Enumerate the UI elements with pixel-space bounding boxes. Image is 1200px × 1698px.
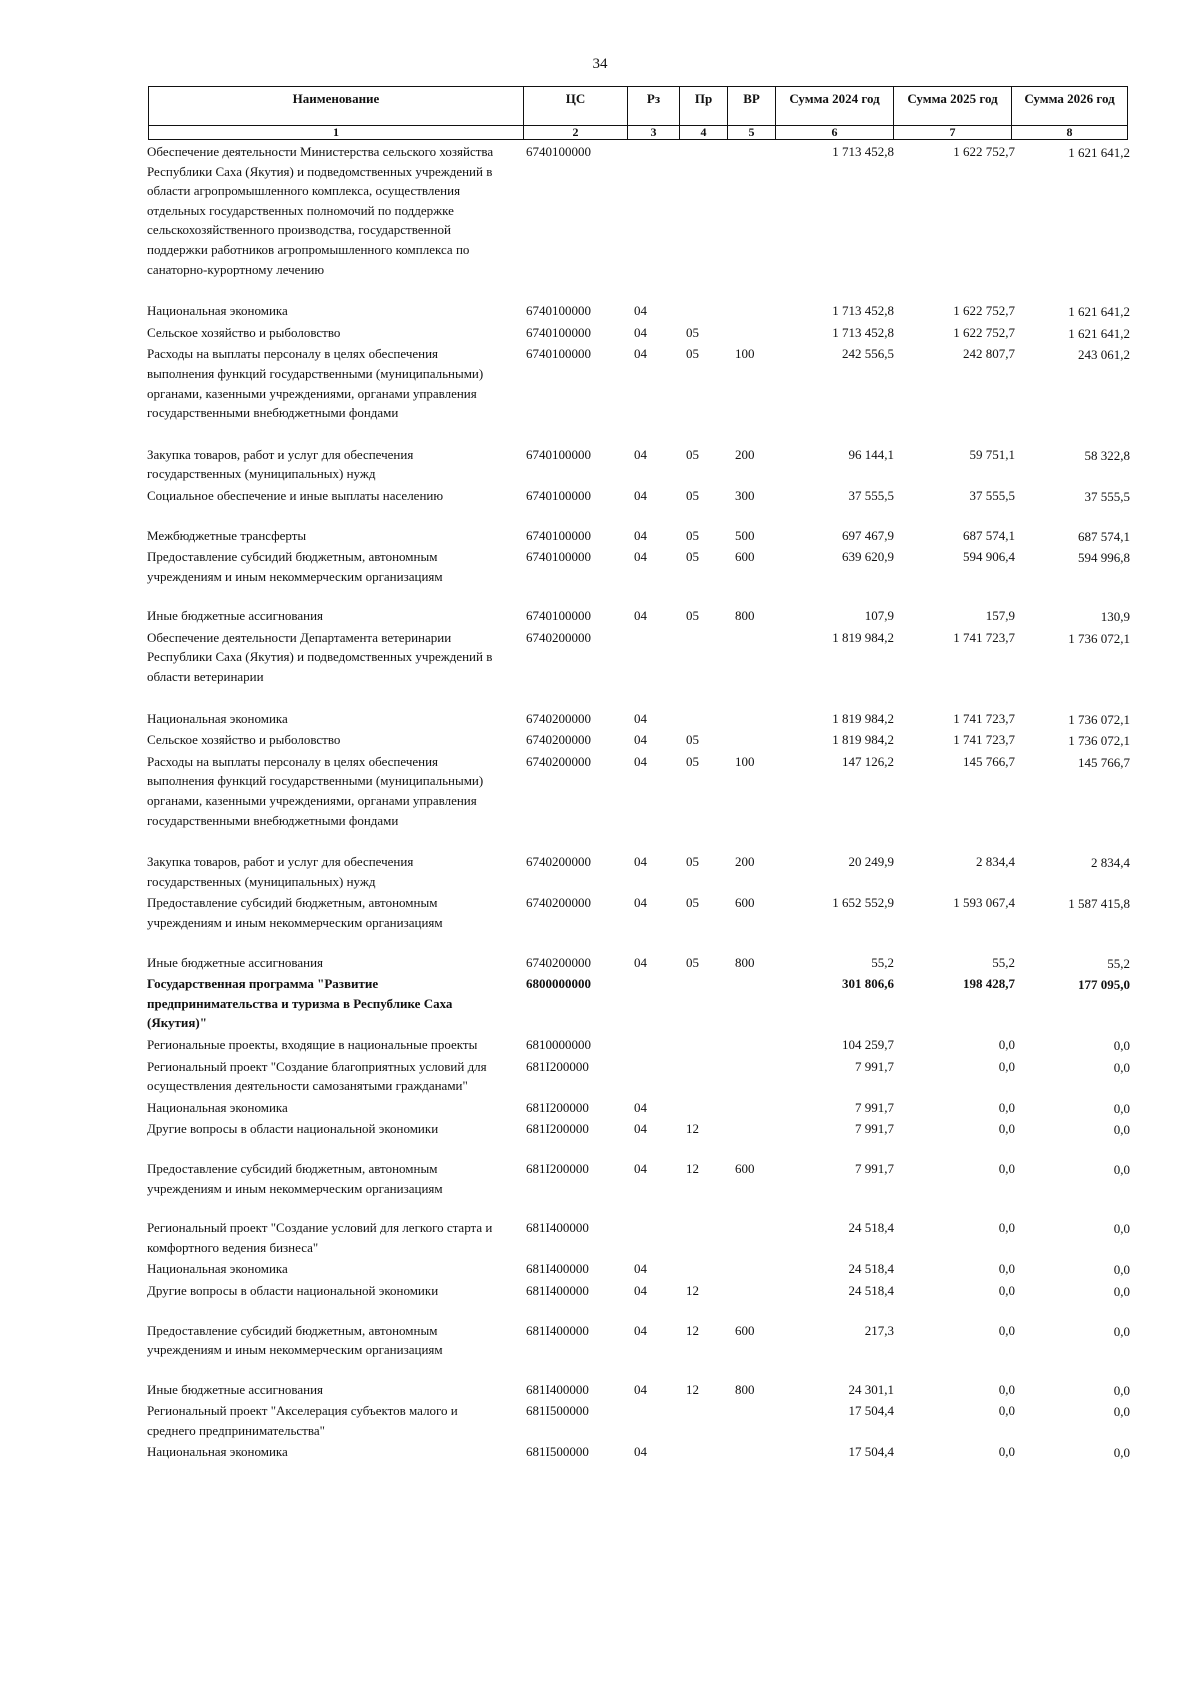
row-sum-2026: 0,0	[1113, 1037, 1130, 1053]
row-cs-code: 681I400000	[526, 1381, 589, 1397]
table-row	[0, 301, 1200, 321]
row-vr-code: 100	[735, 346, 755, 362]
row-rz-code: 04	[634, 732, 647, 748]
row-rz-code: 04	[634, 346, 647, 362]
table-row	[0, 344, 1200, 422]
row-name: Иные бюджетные ассигнования	[147, 608, 324, 624]
header-number: 1	[149, 126, 524, 140]
page-number: 34	[592, 56, 608, 72]
row-sum-2026: 1 736 072,1	[1068, 733, 1130, 749]
table-row	[0, 445, 1200, 484]
table-header	[148, 86, 1128, 140]
row-sum-2025: 1 622 752,7	[953, 303, 1015, 319]
row-pr-code: 05	[686, 487, 699, 503]
row-name: Предоставление субсидий бюджетным, автономным учреждениям и иным некоммерческим организациям	[147, 549, 443, 584]
row-sum-2025: 0,0	[998, 1058, 1015, 1074]
row-vr-code: 300	[735, 487, 755, 503]
row-sum-2025: 0,0	[998, 1099, 1015, 1115]
row-rz-code: 04	[634, 446, 647, 462]
row-sum-2024: 20 249,9	[848, 854, 894, 870]
row-sum-2026: 1 621 641,2	[1068, 145, 1130, 160]
row-sum-2026: 243 061,2	[1078, 347, 1130, 363]
row-cs-code: 6740200000	[526, 629, 591, 645]
row-pr-code: 12	[686, 1160, 699, 1176]
row-sum-2025: 0,0	[998, 1322, 1015, 1338]
row-name: Предоставление субсидий бюджетным, автономным учреждениям и иным некоммерческим организациям	[147, 1322, 443, 1358]
row-cs-code: 681I200000	[526, 1121, 589, 1137]
row-cs-code: 681I400000	[526, 1220, 589, 1236]
row-sum-2026: 1 587 415,8	[1068, 896, 1130, 912]
row-sum-2025: 0,0	[998, 1121, 1015, 1137]
row-name: Расходы на выплаты персоналу в целях обеспечения выполнения функций государственными (муниципальными) органами, казенными учреждениями, органами управления государственными внебюджетными фондами	[147, 346, 484, 421]
table-row	[0, 1380, 1200, 1400]
table-row	[0, 323, 1200, 343]
row-sum-2025: 1 622 752,7	[953, 324, 1015, 340]
table-row	[0, 628, 1200, 687]
table-row	[0, 852, 1200, 891]
row-name: Национальная экономика	[147, 710, 288, 726]
row-name: Государственная программа "Развитие предпринимательства и туризма в Республике Саха (Якутия)"	[147, 976, 453, 1031]
row-rz-code: 04	[634, 549, 647, 565]
table-row	[0, 486, 1200, 506]
row-name: Региональный проект "Акселерация субъектов малого и среднего предпринимательства"	[147, 1403, 458, 1438]
table-row	[0, 974, 1200, 1033]
row-pr-code: 05	[686, 324, 699, 340]
row-cs-code: 681I200000	[526, 1099, 589, 1115]
table-row	[0, 953, 1200, 973]
row-cs-code: 6740100000	[526, 446, 591, 462]
table-row	[0, 1119, 1200, 1139]
row-sum-2024: 1 713 452,8	[832, 324, 894, 340]
row-sum-2024: 1 713 452,8	[832, 144, 894, 159]
row-sum-2024: 7 991,7	[855, 1058, 894, 1074]
row-sum-2025: 198 428,7	[963, 976, 1015, 992]
row-sum-2026: 1 736 072,1	[1068, 630, 1130, 646]
header-cs: ЦС	[524, 87, 628, 126]
row-name: Национальная экономика	[147, 1261, 288, 1277]
row-sum-2025: 0,0	[998, 1036, 1015, 1052]
row-pr-code: 05	[686, 346, 699, 362]
header-sum-2025: Сумма 2025 год	[894, 87, 1012, 126]
row-sum-2025: 157,9	[985, 608, 1015, 624]
row-sum-2024: 1 713 452,8	[832, 303, 894, 319]
table-row	[0, 1057, 1200, 1096]
row-rz-code: 04	[634, 1261, 647, 1277]
row-sum-2025: 59 751,1	[969, 446, 1015, 462]
row-cs-code: 6740100000	[526, 549, 591, 565]
row-sum-2025: 0,0	[998, 1220, 1015, 1236]
row-sum-2026: 594 996,8	[1078, 550, 1130, 566]
row-sum-2024: 1 819 984,2	[832, 732, 894, 748]
row-pr-code: 12	[686, 1322, 699, 1338]
row-sum-2024: 17 504,4	[848, 1444, 894, 1460]
table-row	[0, 1218, 1200, 1257]
row-name: Предоставление субсидий бюджетным, автономным учреждениям и иным некоммерческим организациям	[147, 1160, 443, 1196]
table-row	[0, 1442, 1200, 1462]
header-vr: ВР	[728, 87, 776, 126]
row-vr-code: 800	[735, 1381, 755, 1397]
row-sum-2024: 147 126,2	[842, 753, 894, 769]
row-sum-2025: 0,0	[998, 1160, 1015, 1176]
table-row	[0, 752, 1200, 830]
row-rz-code: 04	[634, 1099, 647, 1115]
row-sum-2024: 107,9	[864, 608, 894, 624]
row-sum-2026: 130,9	[1100, 609, 1130, 625]
table-row	[0, 547, 1200, 586]
row-cs-code: 6740200000	[526, 854, 591, 870]
row-cs-code: 6740100000	[526, 346, 591, 362]
row-cs-code: 681I400000	[526, 1282, 589, 1298]
row-rz-code: 04	[634, 1121, 647, 1137]
row-sum-2025: 145 766,7	[963, 753, 1015, 769]
row-name: Иные бюджетные ассигнования	[147, 954, 324, 970]
row-sum-2025: 0,0	[998, 1261, 1015, 1277]
row-vr-code: 100	[735, 753, 755, 769]
row-cs-code: 681I200000	[526, 1160, 589, 1176]
row-name: Предоставление субсидий бюджетным, автономным учреждениям и иным некоммерческим организациям	[147, 895, 443, 930]
row-name: Социальное обеспечение и иные выплаты населению	[147, 487, 444, 503]
row-sum-2025: 1 741 723,7	[953, 710, 1015, 726]
row-pr-code: 05	[686, 854, 699, 870]
row-rz-code: 04	[634, 487, 647, 503]
row-sum-2024: 1 652 552,9	[832, 895, 894, 911]
row-sum-2026: 1 621 641,2	[1068, 304, 1130, 320]
row-sum-2025: 1 593 067,4	[953, 895, 1015, 911]
table-row	[0, 1259, 1200, 1279]
header-sum-2024: Сумма 2024 год	[776, 87, 894, 126]
row-sum-2025: 2 834,4	[976, 854, 1015, 870]
row-cs-code: 6800000000	[526, 976, 591, 992]
table-body	[0, 142, 1200, 1462]
header-name: Наименование	[149, 87, 524, 126]
header-pr: Пр	[680, 87, 728, 126]
row-sum-2026: 0,0	[1113, 1122, 1130, 1138]
row-cs-code: 6740100000	[526, 303, 591, 319]
row-sum-2026: 1 736 072,1	[1068, 711, 1130, 727]
row-sum-2026: 687 574,1	[1078, 528, 1130, 544]
row-name: Иные бюджетные ассигнования	[147, 1381, 324, 1397]
row-sum-2025: 37 555,5	[969, 487, 1015, 503]
row-sum-2024: 697 467,9	[842, 527, 894, 543]
row-sum-2026: 1 621 641,2	[1068, 325, 1130, 341]
row-sum-2024: 301 806,6	[842, 976, 894, 992]
row-sum-2024: 17 504,4	[848, 1403, 894, 1419]
row-vr-code: 600	[735, 549, 755, 565]
row-name: Межбюджетные трансферты	[147, 527, 307, 543]
row-rz-code: 04	[634, 1282, 647, 1298]
row-sum-2025: 0,0	[998, 1403, 1015, 1419]
row-name: Национальная экономика	[147, 1444, 288, 1460]
row-rz-code: 04	[634, 527, 647, 543]
row-sum-2024: 242 556,5	[842, 346, 894, 362]
row-rz-code: 04	[634, 1322, 647, 1338]
row-vr-code: 500	[735, 527, 755, 543]
row-sum-2026: 2 834,4	[1091, 855, 1130, 871]
row-sum-2024: 96 144,1	[848, 446, 894, 462]
row-rz-code: 04	[634, 710, 647, 726]
table-row	[0, 730, 1200, 750]
row-sum-2026: 145 766,7	[1078, 754, 1130, 770]
header-sum-2026: Сумма 2026 год	[1012, 87, 1128, 126]
row-cs-code: 6740100000	[526, 324, 591, 340]
row-vr-code: 600	[735, 895, 755, 911]
row-name: Закупка товаров, работ и услуг для обеспечения государственных (муниципальных) нужд	[147, 854, 414, 889]
header-rz: Рз	[628, 87, 680, 126]
row-cs-code: 6740200000	[526, 895, 591, 911]
row-pr-code: 05	[686, 895, 699, 911]
row-sum-2026: 0,0	[1113, 1262, 1130, 1278]
row-vr-code: 200	[735, 446, 755, 462]
row-sum-2026: 0,0	[1113, 1404, 1130, 1420]
row-sum-2026: 0,0	[1113, 1059, 1130, 1075]
row-sum-2026: 0,0	[1113, 1283, 1130, 1299]
row-name: Обеспечение деятельности Департамента ветеринарии Республики Саха (Якутия) и подведомственных учреждений в области ветеринарии	[147, 629, 493, 685]
row-name: Другие вопросы в области национальной экономики	[147, 1121, 439, 1137]
row-sum-2026: 37 555,5	[1084, 488, 1130, 504]
row-rz-code: 04	[634, 1381, 647, 1397]
row-pr-code: 05	[686, 753, 699, 769]
header-number: 6	[776, 126, 894, 140]
row-sum-2026: 0,0	[1113, 1382, 1130, 1398]
row-rz-code: 04	[634, 954, 647, 970]
header-number: 3	[628, 126, 680, 140]
row-sum-2024: 104 259,7	[842, 1036, 894, 1052]
row-sum-2025: 1 741 723,7	[953, 732, 1015, 748]
header-number: 7	[894, 126, 1012, 140]
table-row	[0, 1098, 1200, 1118]
table-row	[0, 709, 1200, 729]
row-sum-2025: 0,0	[998, 1444, 1015, 1460]
row-cs-code: 681I400000	[526, 1261, 589, 1277]
row-sum-2024: 639 620,9	[842, 549, 894, 565]
row-sum-2026: 0,0	[1113, 1100, 1130, 1116]
table-row	[0, 1159, 1200, 1198]
header-number: 5	[728, 126, 776, 140]
header-numbers-row	[149, 126, 1128, 140]
row-name: Национальная экономика	[147, 303, 288, 319]
row-rz-code: 04	[634, 895, 647, 911]
row-name: Обеспечение деятельности Министерства сельского хозяйства Республики Саха (Якутия) и подведомственных учреждений в области агропромышленного комплекса, осуществления отдельных государственных полномочий по поддержке сельскохозяйственного производства, государственной поддержки работников агропромышленного комплекса по санаторно-курортному лечению	[147, 144, 494, 277]
row-sum-2025: 1 622 752,7	[953, 144, 1015, 159]
row-sum-2026: 0,0	[1113, 1445, 1130, 1461]
header-number: 2	[524, 126, 628, 140]
row-sum-2024: 7 991,7	[855, 1160, 894, 1176]
row-sum-2025: 594 906,4	[963, 549, 1015, 565]
row-vr-code: 600	[735, 1322, 755, 1338]
row-name: Закупка товаров, работ и услуг для обеспечения государственных (муниципальных) нужд	[147, 446, 414, 482]
row-rz-code: 04	[634, 1160, 647, 1176]
header-names-row	[149, 87, 1128, 126]
row-sum-2024: 24 301,1	[848, 1381, 894, 1397]
row-sum-2026: 0,0	[1113, 1323, 1130, 1339]
row-pr-code: 05	[686, 954, 699, 970]
row-name: Региональный проект "Создание условий для легкого старта и комфортного ведения бизнеса"	[147, 1220, 493, 1255]
row-rz-code: 04	[634, 324, 647, 340]
row-sum-2025: 0,0	[998, 1282, 1015, 1298]
row-vr-code: 800	[735, 954, 755, 970]
row-pr-code: 05	[686, 446, 699, 462]
row-vr-code: 600	[735, 1160, 755, 1176]
row-cs-code: 6740100000	[526, 487, 591, 503]
row-pr-code: 05	[686, 527, 699, 543]
row-sum-2024: 24 518,4	[848, 1261, 894, 1277]
row-name: Национальная экономика	[147, 1099, 288, 1115]
row-pr-code: 12	[686, 1121, 699, 1137]
row-cs-code: 681I400000	[526, 1322, 589, 1338]
table-row	[0, 606, 1200, 626]
row-cs-code: 6740200000	[526, 753, 591, 769]
row-cs-code: 6810000000	[526, 1036, 591, 1052]
row-sum-2024: 1 819 984,2	[832, 710, 894, 726]
row-rz-code: 04	[634, 854, 647, 870]
table-row	[0, 893, 1200, 932]
row-name: Сельское хозяйство и рыболовство	[147, 732, 341, 748]
row-cs-code: 681I200000	[526, 1058, 589, 1074]
row-vr-code: 200	[735, 854, 755, 870]
row-pr-code: 05	[686, 608, 699, 624]
row-sum-2026: 0,0	[1113, 1221, 1130, 1237]
row-vr-code: 800	[735, 608, 755, 624]
table-row	[0, 1401, 1200, 1440]
table-row	[0, 526, 1200, 546]
row-rz-code: 04	[634, 1444, 647, 1460]
row-sum-2024: 1 819 984,2	[832, 629, 894, 645]
table-row	[0, 142, 1200, 279]
row-sum-2025: 1 741 723,7	[953, 629, 1015, 645]
row-sum-2026: 177 095,0	[1078, 977, 1130, 993]
row-cs-code: 681I500000	[526, 1403, 589, 1419]
row-sum-2025: 687 574,1	[963, 527, 1015, 543]
row-name: Региональные проекты, входящие в национальные проекты	[147, 1036, 478, 1052]
table-row	[0, 1281, 1200, 1301]
row-cs-code: 6740100000	[526, 527, 591, 543]
row-sum-2024: 55,2	[871, 954, 894, 970]
table-row	[0, 1035, 1200, 1055]
row-name: Расходы на выплаты персоналу в целях обеспечения выполнения функций государственными (муниципальными) органами, казенными учреждениями, органами управления государственными внебюджетными фондами	[147, 753, 484, 828]
row-sum-2024: 24 518,4	[848, 1282, 894, 1298]
row-cs-code: 681I500000	[526, 1444, 589, 1460]
row-sum-2025: 0,0	[998, 1381, 1015, 1397]
row-sum-2024: 7 991,7	[855, 1121, 894, 1137]
row-pr-code: 05	[686, 732, 699, 748]
row-sum-2026: 55,2	[1107, 955, 1130, 971]
row-name: Региональный проект "Создание благоприятных условий для осуществления деятельности самозанятыми гражданами"	[147, 1058, 487, 1094]
row-name: Другие вопросы в области национальной экономики	[147, 1282, 439, 1298]
row-sum-2026: 0,0	[1113, 1161, 1130, 1177]
row-pr-code: 12	[686, 1381, 699, 1397]
row-sum-2025: 242 807,7	[963, 346, 1015, 362]
row-sum-2025: 55,2	[992, 954, 1015, 970]
row-rz-code: 04	[634, 303, 647, 319]
row-sum-2024: 37 555,5	[848, 487, 894, 503]
row-name: Сельское хозяйство и рыболовство	[147, 324, 341, 340]
row-cs-code: 6740200000	[526, 732, 591, 748]
header-number: 4	[680, 126, 728, 140]
row-rz-code: 04	[634, 753, 647, 769]
row-cs-code: 6740100000	[526, 144, 591, 159]
row-pr-code: 12	[686, 1282, 699, 1298]
row-cs-code: 6740100000	[526, 608, 591, 624]
header-number: 8	[1012, 126, 1128, 140]
row-sum-2024: 7 991,7	[855, 1099, 894, 1115]
row-cs-code: 6740200000	[526, 710, 591, 726]
row-sum-2026: 58 322,8	[1084, 447, 1130, 463]
row-cs-code: 6740200000	[526, 954, 591, 970]
row-sum-2024: 24 518,4	[848, 1220, 894, 1236]
row-sum-2024: 217,3	[864, 1322, 894, 1338]
row-rz-code: 04	[634, 608, 647, 624]
row-pr-code: 05	[686, 549, 699, 565]
table-row	[0, 1321, 1200, 1360]
